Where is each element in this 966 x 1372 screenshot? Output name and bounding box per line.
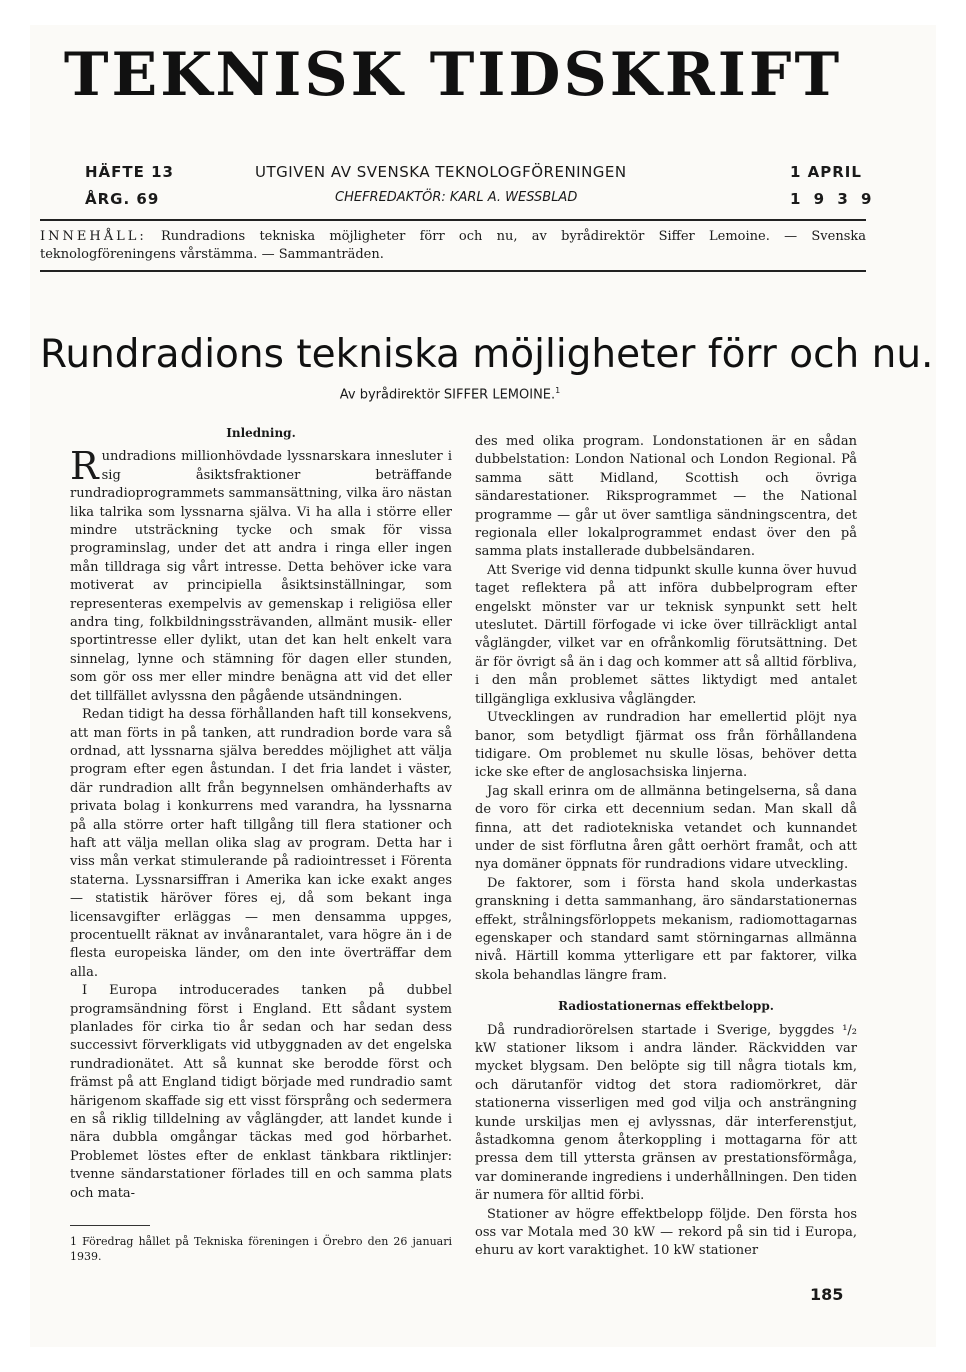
contents-line bbox=[40, 228, 866, 264]
paragraph: Då rundradiorörelsen startade i Sverige, byggdes ¹/₂ kW stationer liksom i andra länder. Räckvidden var mycket blygsam. Den belöpte sig till några tiotals km, och därutanför vidtog det stora radiomörkret, där stationerna visserligen med god vilja och ansträngning kunde urskiljas men ej avlyssnas, där interferenstjut, åstadkomna genom återkoppling i mottagarna för att pressa dem till yttersta gränsen av prestationsförmåga, var dominerande ingrediens i underhållningen. Den tiden är numera för alltid förbi. bbox=[475, 1022, 857, 1204]
footnote: 1 Föredrag hållet på Tekniska föreningen i Örebro den 26 januari 1939. bbox=[70, 1235, 452, 1263]
paragraph-text: undradions millionhövdade lyssnarskara innesluter i sig åsiktsfraktioner beträffande rundradioprogrammets sammansättning, vilka äro nästan lika talrika som lyssnarna själva. Vi ha alla i större eller mindre utsträckning tycke och smak för vissa programinslag, under det att andra i ringa eller ingen mån tilldraga sig vårt intresse. Detta behöver icke vara motiverat av principiella åsiktsinställningar, som representeras exempelvis av gemenskap i religiösa eller andra ting, folkbildningssträvanden, allmänt musik- eller sportintresse eller dylikt, utan det kan helt enkelt vara sinnelag, lynne och stämning för dagen eller stunden, som gör oss mer eller mindre benägna att vid det eller det tillfället avlyssna den pågående utsändningen. bbox=[70, 449, 452, 704]
header-rule-top bbox=[40, 219, 866, 221]
editor-line: CHEFREDAKTÖR: KARL A. WESSBLAD bbox=[335, 190, 578, 205]
article-title: Rundradions tekniska möjligheter förr och nu. bbox=[40, 332, 934, 377]
footnote-rule bbox=[70, 1225, 150, 1226]
paragraph: Stationer av högre effektbelopp följde. Den första hos oss var Motala med 30 kW — rekord på sin tid i Europa, ehuru av kort varaktighet. 10 kW stationer bbox=[475, 1206, 857, 1259]
paragraph: Redan tidigt ha dessa förhållanden haft till konsekvens, att man förts in på tanken, att rundradion borde vara så ordnad, att lyssnarna själva bereddes möjlighet att välja program efter egen åstundan. I det fria landet i väster, där rundradion allt från begynnelsen omhänderhafts av privata bolag i konkurrens med varandra, ha lyssnarna på alla större orter haft tillgång till flera stationer och haft att välja mellan olika slag av program. Detta har i viss mån verkat stimulerande på radiointresset i Förenta staterna. Lyssnarsiffran i Amerika kan icke exakt anges — statistik häröver föres ej, då som bekant inga licensavgifter erläggas — men densamma uppges, procentuellt räknat av invånarantalet, vara högre än i de flesta europeiska länder, om den inte överträffar dem alla. bbox=[70, 707, 452, 980]
issue-label: HÄFTE 13 bbox=[85, 163, 174, 181]
page-number: 185 bbox=[810, 1285, 844, 1304]
paragraph: Att Sverige vid denna tidpunkt skulle kunna över huvud taget reflektera på att införa dubbelprogram efter engelskt mönster var ur teknisk synpunkt sett helt uteslutet. Därtill förfogade vi icke över tillräckligt antal våglängder, vilket var en ofrånkomlig förutsättning. Det är för övrigt så än i dag och kommer att så alltid förbliva, i den mån problemet sättes liktydigt med antalet tillgängliga exklusiva våglängder. bbox=[475, 562, 857, 707]
paragraph: De faktorer, som i första hand skola underkastas granskning i detta sammanhang, äro sändarstationernas effekt, strålningsförloppets mekanism, radiomottagarnas egenskaper och standard samt störningarnas allmänna nivå. Härtill komma ytterligare ett par faktorer, vilka skola behandlas längre fram. bbox=[475, 875, 857, 983]
paragraph: Utvecklingen av rundradion har emellertid plöjt nya banor, som betydligt fjärmat oss från förhållandena tidigare. Om problemet nu skulle lösas, behöver detta icke ske efter de anglosachsiska linjerna. bbox=[475, 710, 857, 781]
column-right bbox=[475, 433, 857, 1261]
column-left bbox=[70, 424, 452, 1203]
byline-footnote-mark: 1 bbox=[555, 386, 561, 395]
byline-text: Av byrådirektör SIFFER LEMOINE. bbox=[339, 387, 556, 403]
header-rule-bottom bbox=[40, 270, 866, 272]
paragraph: des med olika program. Londonstationen är en sådan dubbelstation: London National och London Regional. På samma sätt Midland, Scottish och övriga sändarestationer. Riksprogrammet — the National programme — går ut över samtliga sändningscentra, det regionala eller lokalprogrammet endast över den på samma plats installerade dubbelsändaren. bbox=[475, 434, 857, 560]
issue-date: 1 APRIL bbox=[790, 163, 862, 181]
issue-year: 1 9 3 9 bbox=[790, 190, 876, 208]
section-heading: Radiostationernas effektbelopp. bbox=[558, 999, 774, 1014]
paragraph: I Europa introducerades tanken på dubbel programsändning först i England. Ett sådant system planlades för cirka tio år sedan och har sedan dess successivt förverkligats vid utbyggnaden av det engelska rundradionätet. Att så kunnat ske berodde först och främst på att England tidigt började med rundradio samt härigenom skaffade sig ett visst försprång och sedermera en så riklig tilldelning av våglängder, att landet kunde i nära dubbla omgångar täckas med god hörbarhet. Problemet löstes efter de enklast tänkbara riktlinjer: tvenne sändarstationer förlades till en och samma plats och mata- bbox=[70, 983, 452, 1201]
volume-label: ÅRG. 69 bbox=[85, 190, 160, 208]
drop-cap: R bbox=[70, 444, 99, 489]
publisher-line: UTGIVEN AV SVENSKA TEKNOLOGFÖRENINGEN bbox=[255, 163, 627, 181]
paragraph bbox=[70, 444, 452, 706]
paragraph: Jag skall erinra om de allmänna betingelserna, så dana de voro för cirka ett decennium sedan. Man skall då finna, att det radiotekniska vetandet och kunnandet under de sist förflutna åren gått oerhört framåt, och att nya domäner öppnats för rundradions vidare utveckling. bbox=[475, 783, 857, 873]
intro-heading: Inledning. bbox=[226, 426, 296, 440]
article-byline bbox=[300, 386, 600, 402]
contents-text: Rundradions tekniska möjligheter förr och nu, av byrådirektör Siffer Lemoine. — Svenska teknologföreningens vårstämma. — Sammanträden. bbox=[40, 229, 866, 262]
masthead-title: TEKNISK TIDSKRIFT bbox=[63, 40, 843, 110]
contents-label: INNEHÅLL: bbox=[40, 229, 147, 244]
